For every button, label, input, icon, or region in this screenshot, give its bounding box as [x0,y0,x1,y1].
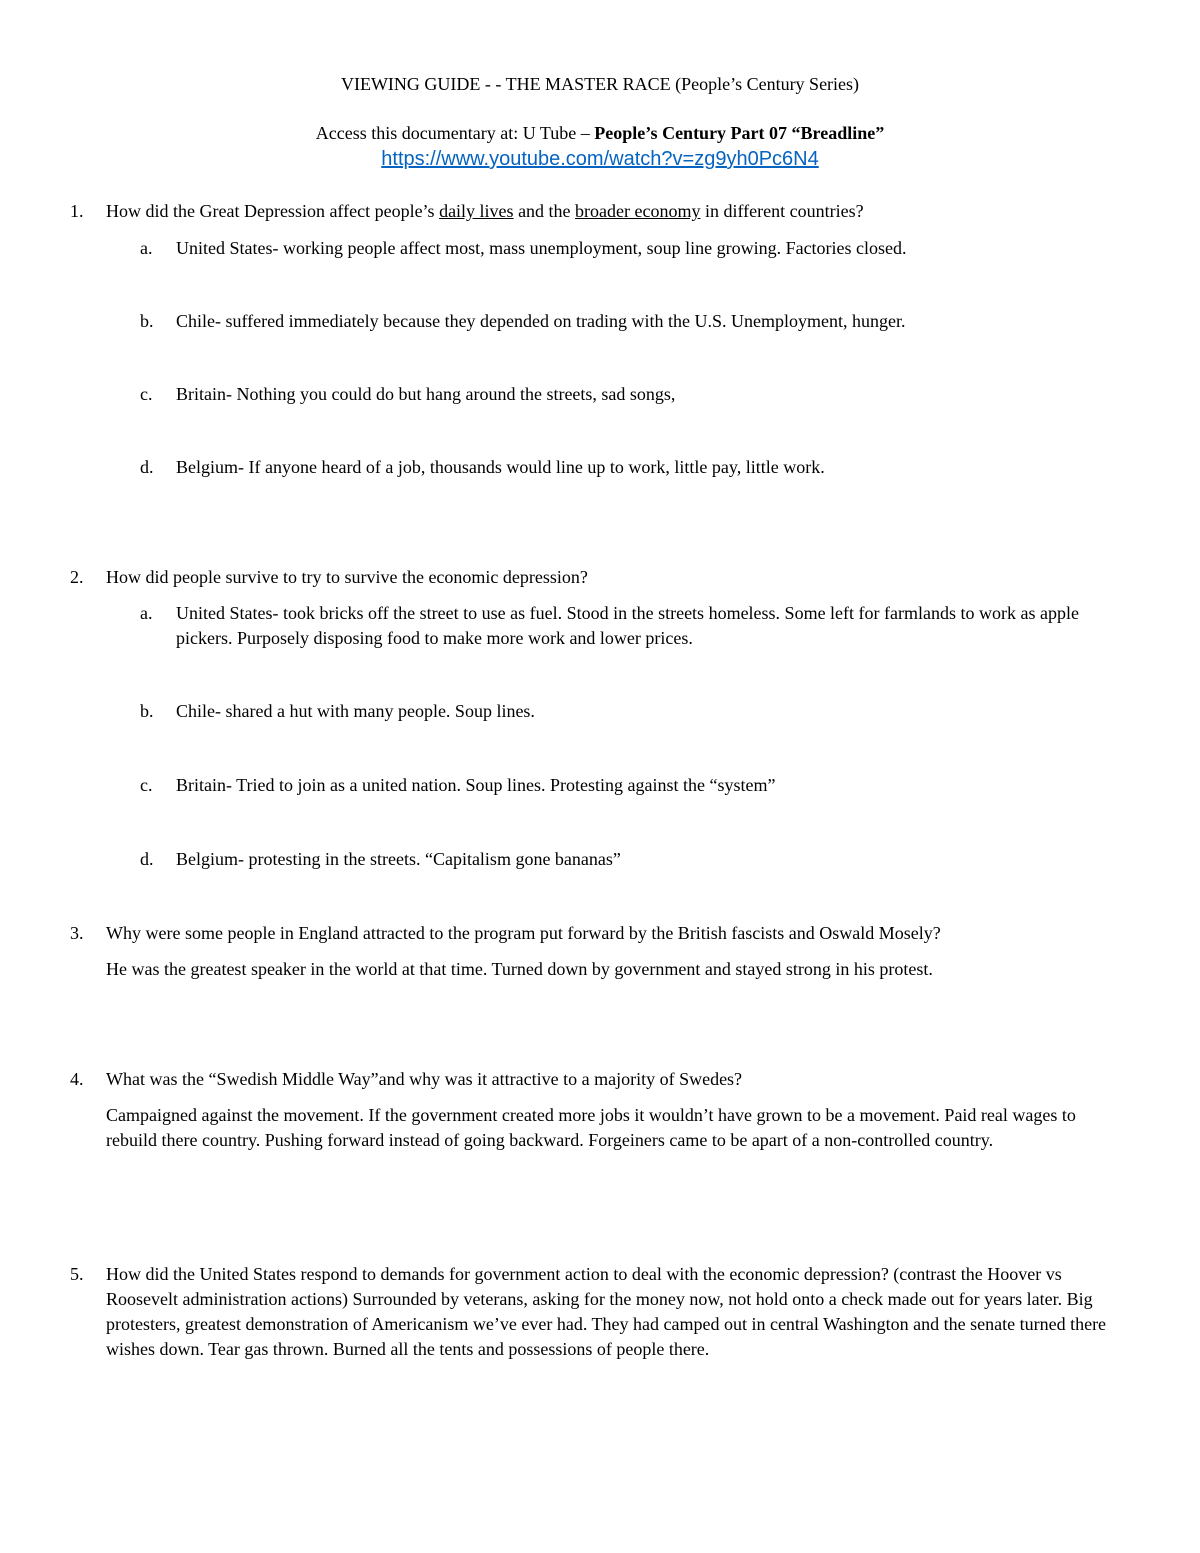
question-number: 1. [70,201,84,221]
answer-text: Belgium- If anyone heard of a job, thousands would line up to work, little pay, little work. [176,457,825,477]
document-title: VIEWING GUIDE - - THE MASTER RACE (People’s Century Series) [340,74,860,94]
underlined-term: daily lives [439,201,514,221]
question-text-part: How did the Great Depression affect people’s [106,201,440,221]
question-text: How did people survive to try to survive the economic depression? [106,567,588,587]
question-text-part: in different countries? [700,201,864,221]
item-letter: a. [140,603,153,623]
question-text: Why were some people in England attracted to the program put forward by the British fascists and Oswald Mosely? [106,923,941,943]
answer-item [140,236,1130,261]
question-number: 3. [70,923,84,943]
answer-item [140,773,1130,798]
item-letter: b. [140,311,154,331]
question-4 [70,1067,1130,1092]
item-letter: c. [140,384,153,404]
question-text: What was the “Swedish Middle Way”and why was it attractive to a majority of Swedes? [106,1069,743,1089]
answer-item [140,601,1130,651]
item-letter: b. [140,701,154,721]
answer-text: He was the greatest speaker in the world at that time. Turned down by government and stayed strong in his protest. [106,959,933,979]
question-number: 4. [70,1069,84,1089]
question-5 [70,1262,1130,1362]
answer-text: Belgium- protesting in the streets. “Capitalism gone bananas” [176,849,621,869]
question-1 [70,199,1130,224]
answer-text: Britain- Nothing you could do but hang around the streets, sad songs, [176,384,676,404]
item-letter: a. [140,238,153,258]
answer-item [140,382,1130,407]
question-text [106,199,1130,224]
underlined-term: broader economy [575,201,701,221]
answer-item [140,455,1130,480]
answer-item [140,699,1130,724]
question-2 [70,565,1130,590]
item-letter: d. [140,457,154,477]
answer-text: United States- took bricks off the street to use as fuel. Stood in the streets homeless. Some left for farmlands to work as apple pickers. Purposely disposing food to make more work and lower prices. [176,603,1079,648]
question-text: How did the United States respond to demands for government action to deal with the economic depression? (contrast the Hoover vs Roosevelt administration actions) Surrounded by veterans, asking for the money now, not hold onto a check made out for years later. Big protesters, greatest demonstration of Americanism we’ve ever had. They had camped out in central Washington and the senate turned there wishes down. Tear gas thrown. Burned all the tents and possessions of people there. [106,1264,1107,1359]
answer-text: United States- working people affect most, mass unemployment, soup line growing. Factories closed. [176,238,907,258]
documentary-title: People’s Century Part 07 “Breadline” [594,123,885,143]
answer-text: Britain- Tried to join as a united nation. Soup lines. Protesting against the “system” [176,775,776,795]
item-letter: c. [140,775,153,795]
access-line [0,121,1200,145]
access-prefix: Access this documentary at: U Tube – [315,123,595,143]
answer-item [140,309,1130,334]
question-number: 2. [70,567,84,587]
question-3 [70,921,1130,946]
question-number: 5. [70,1264,84,1284]
question-text-part: and the [513,201,576,221]
video-link[interactable]: https://www.youtube.com/watch?v=zg9yh0Pc6N4 [381,148,819,170]
item-letter: d. [140,849,154,869]
answer-text: Chile- suffered immediately because they depended on trading with the U.S. Unemployment, hunger. [176,311,906,331]
answer-text: Chile- shared a hut with many people. Soup lines. [176,701,535,721]
answer-item [140,847,1130,872]
video-link-line [0,146,1200,172]
answer-text: Campaigned against the movement. If the government created more jobs it wouldn’t have grown to be a movement. Paid real wages to rebuild there country. Pushing forward instead of going backward. Forgeiners came to be apart of a non-controlled country. [106,1105,1076,1150]
